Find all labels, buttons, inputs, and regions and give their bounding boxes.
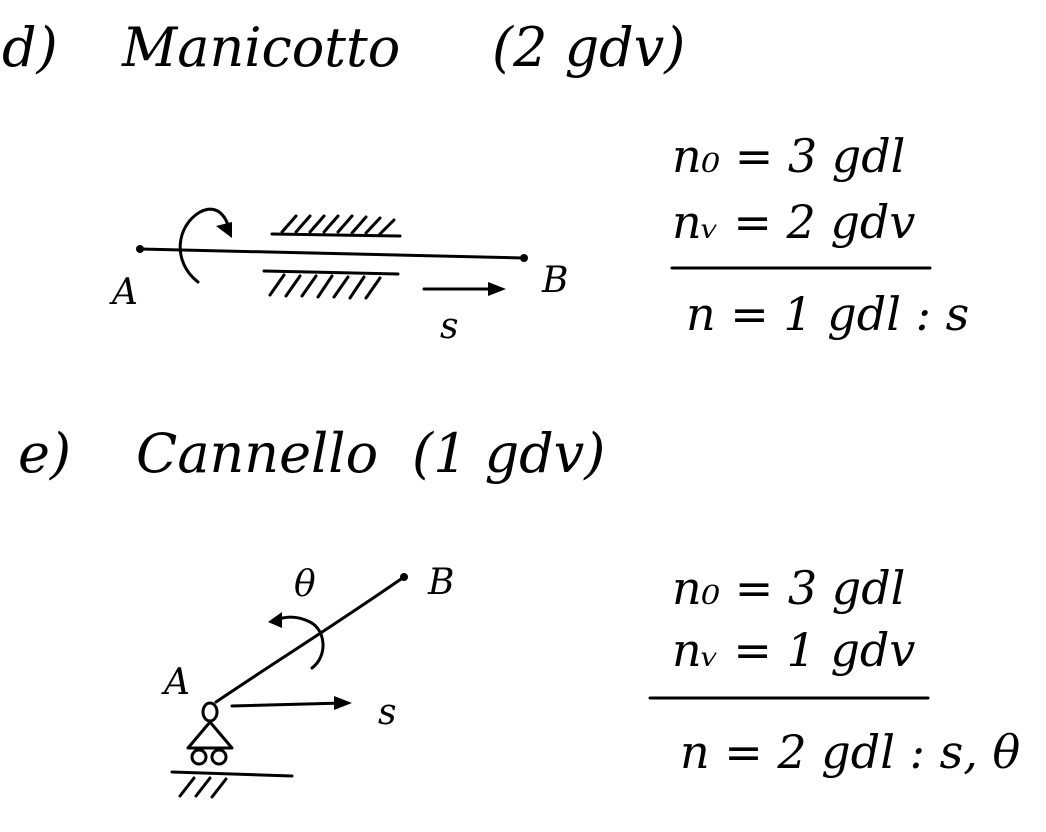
point-a-label: A	[164, 662, 190, 703]
free-dof-equation: n₀ = 3 gdl	[672, 561, 906, 615]
translation-arrow	[232, 703, 344, 706]
beam-ab	[140, 249, 524, 258]
rotation-arrow	[180, 209, 230, 282]
ground-hatch	[180, 778, 226, 797]
hinge-support	[188, 722, 232, 748]
rotation-arrowhead	[216, 222, 232, 238]
section-e	[18, 422, 1020, 797]
section-d-dof-note: (2 gdv)	[492, 16, 686, 79]
net-dof-equation: n = 2 gdl : s, θ	[680, 725, 1021, 779]
point-b-dot	[520, 254, 528, 262]
hinged-slider-diagram	[161, 562, 454, 797]
constraint-dof-equation: nᵥ = 1 gdv	[672, 623, 916, 677]
constraint-dof-equation: nᵥ = 2 gdv	[672, 195, 916, 249]
free-dof-equation: n₀ = 3 gdl	[672, 129, 906, 183]
dof-count-d	[672, 129, 969, 341]
sleeve-upper-hatch	[282, 216, 394, 234]
sleeve-lower-hatch	[270, 275, 380, 298]
net-dof-equation: n = 1 gdl : s	[686, 287, 970, 341]
roller-right	[212, 750, 226, 764]
sleeve-diagram	[109, 209, 568, 347]
translation-arrowhead	[488, 282, 506, 296]
point-a-dot	[136, 245, 144, 253]
hinge-pin	[203, 703, 217, 721]
point-a-label: A	[112, 272, 138, 313]
section-d	[2, 16, 969, 347]
dof-count-e	[650, 561, 1020, 779]
translation-arrowhead	[334, 696, 352, 710]
section-d-letter: d)	[2, 16, 58, 79]
translation-symbol: s	[440, 306, 459, 347]
roller-left	[192, 750, 206, 764]
rotation-symbol: θ	[294, 564, 316, 605]
rotation-arrowhead	[268, 612, 282, 628]
point-b-label: B	[542, 260, 569, 301]
ground-line	[172, 772, 292, 776]
translation-symbol: s	[378, 692, 397, 733]
point-b-dot	[400, 573, 408, 581]
rotation-arrow	[276, 617, 323, 668]
section-e-title: Cannello	[136, 422, 379, 485]
section-d-title: Manicotto	[122, 16, 401, 79]
section-e-dof-note: (1 gdv)	[412, 422, 606, 485]
point-b-label: B	[428, 562, 455, 603]
section-e-letter: e)	[18, 422, 72, 485]
